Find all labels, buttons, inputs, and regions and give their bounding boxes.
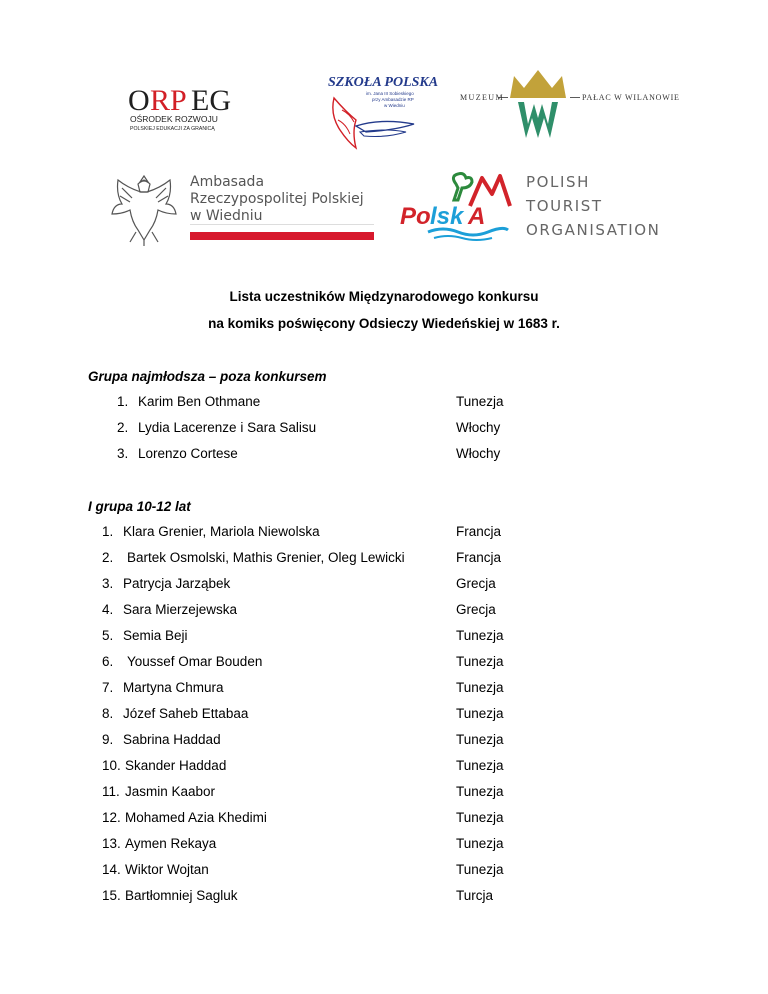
list-item <box>0 732 768 752</box>
entry-country: Grecja <box>456 602 496 617</box>
svg-text:RP: RP <box>150 84 187 117</box>
svg-text:przy Ambasadzie RP: przy Ambasadzie RP <box>372 97 414 102</box>
entry-name: Bartek Osmolski, Mathis Grenier, Oleg Lewicki <box>127 550 405 565</box>
entry-name: Bartłomniej Sagluk <box>125 888 238 903</box>
entry-number: 2. <box>117 420 129 435</box>
entry-number: 7. <box>102 680 114 695</box>
entry-country: Tunezja <box>456 758 504 773</box>
list-item <box>0 602 768 622</box>
ambasada-line3: w Wiedniu <box>190 208 263 224</box>
entry-country: Turcja <box>456 888 494 903</box>
orpeg-logo <box>128 80 231 132</box>
list-item <box>0 680 768 700</box>
entry-name: Patrycja Jarząbek <box>123 576 231 591</box>
entry-country: Tunezja <box>456 654 504 669</box>
svg-text:EG: EG <box>191 84 231 117</box>
list-item <box>0 524 768 544</box>
list-item <box>0 446 768 466</box>
entry-country: Tunezja <box>456 706 504 721</box>
entry-number: 6. <box>102 654 114 669</box>
svg-text:PAŁAC W WILANOWIE: PAŁAC W WILANOWIE <box>582 93 680 102</box>
entry-number: 9. <box>102 732 114 747</box>
ambasada-line1: Ambasada <box>190 174 265 190</box>
entry-country: Tunezja <box>456 784 504 799</box>
entry-country: Tunezja <box>456 862 504 877</box>
group-heading-10-12: I grupa 10-12 lat <box>88 499 191 514</box>
orpeg-line2: POLSKIEJ EDUKACJI ZA GRANICĄ <box>130 126 215 132</box>
entry-number: 15. <box>102 888 121 903</box>
entry-name: Aymen Rekaya <box>125 836 217 851</box>
entry-number: 14. <box>102 862 121 877</box>
svg-text:lsk: lsk <box>430 203 464 230</box>
entry-number: 1. <box>117 394 129 409</box>
list-item <box>0 576 768 596</box>
entry-country: Tunezja <box>456 810 504 825</box>
pto-line1: POLISH <box>526 173 591 191</box>
entry-name: Semia Beji <box>123 628 188 643</box>
ambasada-flag-red <box>190 232 374 240</box>
entry-country: Tunezja <box>456 394 504 409</box>
ambasada-logo <box>190 174 376 225</box>
list-item <box>0 810 768 830</box>
entry-name: Józef Saheb Ettabaa <box>123 706 249 721</box>
list-item <box>0 836 768 856</box>
svg-text:O: O <box>128 84 150 117</box>
document-title-line1: Lista uczestników Międzynarodowego konkursu <box>229 289 539 304</box>
entry-number: 12. <box>102 810 121 825</box>
entry-country: Tunezja <box>456 836 504 851</box>
svg-text:Po: Po <box>400 203 431 230</box>
polish-eagle-icon <box>108 170 180 246</box>
group-heading-youngest: Grupa najmłodsza – poza konkursem <box>88 369 327 384</box>
entry-number: 3. <box>102 576 114 591</box>
entry-number: 11. <box>102 784 120 799</box>
entry-name: Skander Haddad <box>125 758 227 773</box>
entry-country: Włochy <box>456 420 501 435</box>
entry-number: 1. <box>102 524 114 539</box>
svg-text:SZKOŁA POLSKA: SZKOŁA POLSKA <box>328 75 439 90</box>
svg-text:w Wiedniu: w Wiedniu <box>384 103 405 108</box>
entry-name: Youssef Omar Bouden <box>127 654 263 669</box>
entry-name: Wiktor Wojtan <box>125 862 209 877</box>
entry-name: Lorenzo Cortese <box>138 446 238 461</box>
list-item <box>0 420 768 440</box>
list-item <box>0 784 768 804</box>
muzeum-wilanow-logo <box>460 68 680 148</box>
polska-logo <box>398 172 520 242</box>
entry-number: 13. <box>102 836 121 851</box>
orpeg-line1: OŚRODEK ROZWOJU <box>130 114 218 124</box>
svg-text:im. Jana III Sobieskiego: im. Jana III Sobieskiego <box>366 91 414 96</box>
entry-number: 10. <box>102 758 121 773</box>
szkola-polska-logo <box>326 70 439 152</box>
list-item <box>0 654 768 674</box>
entry-number: 4. <box>102 602 114 617</box>
entry-name: Sabrina Haddad <box>123 732 221 747</box>
list-item <box>0 628 768 648</box>
entry-country: Tunezja <box>456 732 504 747</box>
entry-name: Jasmin Kaabor <box>125 784 216 799</box>
entry-name: Martyna Chmura <box>123 680 224 695</box>
entry-country: Włochy <box>456 446 501 461</box>
entry-name: Sara Mierzejewska <box>123 602 238 617</box>
pto-line3: ORGANISATION <box>526 221 661 239</box>
polish-tourist-organisation-text <box>526 170 660 242</box>
entry-country: Tunezja <box>456 680 504 695</box>
entry-name: Karim Ben Othmane <box>138 394 261 409</box>
entry-number: 5. <box>102 628 114 643</box>
list-item <box>0 394 768 414</box>
entry-name: Lydia Lacerenze i Sara Salisu <box>138 420 317 435</box>
entry-number: 8. <box>102 706 114 721</box>
list-item <box>0 758 768 778</box>
entry-country: Francja <box>456 524 502 539</box>
entry-number: 2. <box>102 550 114 565</box>
list-item <box>0 706 768 726</box>
list-item <box>0 862 768 882</box>
entry-country: Francja <box>456 550 502 565</box>
entry-country: Tunezja <box>456 628 504 643</box>
document-title-line2: na komiks poświęcony Odsieczy Wiedeńskiej w 1683 r. <box>208 316 560 331</box>
svg-text:MUZEUM: MUZEUM <box>460 93 504 102</box>
list-item <box>0 550 768 570</box>
entry-number: 3. <box>117 446 129 461</box>
ambasada-line2: Rzeczypospolitej Polskiej <box>190 191 364 207</box>
entry-name: Mohamed Azia Khedimi <box>125 810 267 825</box>
entry-country: Grecja <box>456 576 496 591</box>
svg-text:A: A <box>468 203 486 230</box>
list-item <box>0 888 768 908</box>
pto-line2: TOURIST <box>526 197 603 215</box>
entry-name: Klara Grenier, Mariola Niewolska <box>123 524 320 539</box>
